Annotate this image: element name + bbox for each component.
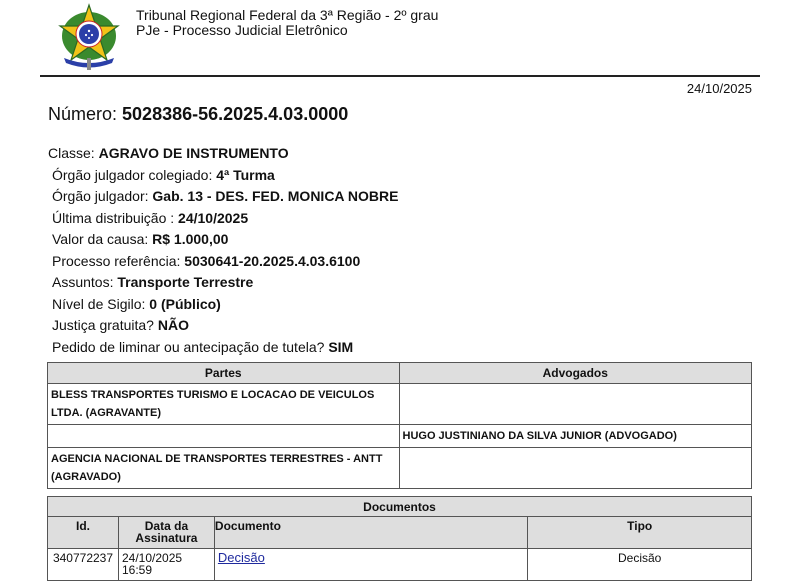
info-value: NÃO [157, 317, 189, 333]
info-label: Assuntos: [52, 274, 118, 290]
info-label: Justiça gratuita? [52, 317, 158, 333]
process-info [48, 143, 398, 358]
info-value: Transporte Terrestre [117, 274, 254, 290]
table-row [48, 384, 752, 425]
advogado-cell: HUGO JUSTINIANO DA SILVA JUNIOR (ADVOGADO) [399, 425, 752, 448]
doc-id-cell: 340772237 [48, 549, 119, 581]
table-row [48, 448, 752, 489]
doc-data-cell: 24/10/2025 16:59 [118, 549, 214, 581]
column-header-id: Id. [48, 517, 119, 549]
info-orgao-colegiado [48, 165, 398, 187]
info-label: Pedido de liminar ou antecipação de tutela? [52, 338, 329, 355]
process-number [48, 104, 348, 125]
info-assuntos [48, 272, 398, 294]
info-value: SIM [328, 338, 354, 355]
info-value: 24/10/2025 [178, 209, 249, 226]
info-value: 0 (Público) [149, 295, 221, 312]
documentos-table [47, 496, 752, 581]
print-date: 24/10/2025 [686, 81, 752, 96]
parte-cell: AGENCIA NACIONAL DE TRANSPORTES TERRESTRES - ANTT (AGRAVADO) [48, 448, 400, 489]
info-value: AGRAVO DE INSTRUMENTO [98, 145, 289, 161]
info-label: Classe: [48, 145, 99, 161]
info-pedido-liminar [48, 337, 398, 359]
document-link[interactable]: Decisão [217, 550, 265, 565]
info-valor-causa [48, 229, 398, 251]
partes-table [47, 362, 752, 489]
info-orgao-julgador [48, 186, 398, 208]
process-number-label: Número: [48, 104, 123, 124]
info-label: Valor da causa: [52, 231, 153, 247]
documentos-caption: Documentos [48, 497, 752, 517]
column-header-documento: Documento [214, 517, 527, 549]
table-row [48, 549, 752, 581]
info-label: Última distribuição : [52, 209, 179, 226]
info-nivel-sigilo [48, 294, 398, 316]
info-justica-gratuita [48, 315, 398, 337]
info-value: R$ 1.000,00 [152, 231, 229, 247]
court-name: Tribunal Regional Federal da 3ª Região - 2º grau [136, 7, 439, 23]
info-value: 4ª Turma [216, 166, 275, 183]
column-header-tipo: Tipo [528, 517, 752, 549]
info-label: Nível de Sigilo: [52, 295, 150, 312]
info-ultima-distribuicao [48, 208, 398, 230]
info-label: Processo referência: [52, 252, 185, 269]
parte-cell: BLESS TRANSPORTES TURISMO E LOCACAO DE VEICULOS LTDA. (AGRAVANTE) [48, 384, 400, 425]
column-header-partes: Partes [48, 363, 400, 384]
info-label: Órgão julgador: [52, 188, 153, 204]
info-processo-referencia [48, 251, 398, 273]
process-number-value: 5028386-56.2025.4.03.0000 [122, 104, 349, 124]
brazil-coat-of-arms-icon [56, 2, 122, 72]
advogado-cell [399, 384, 752, 425]
info-value: Gab. 13 - DES. FED. MONICA NOBRE [152, 188, 399, 204]
page-header [0, 0, 800, 78]
doc-documento-cell [214, 549, 527, 581]
advogado-cell [399, 448, 752, 489]
info-value: 5030641-20.2025.4.03.6100 [184, 252, 361, 269]
table-row [48, 425, 752, 448]
info-label: Órgão julgador colegiado: [52, 166, 217, 183]
header-divider [40, 75, 760, 77]
column-header-data-assinatura: Data da Assinatura [118, 517, 214, 549]
column-header-advogados: Advogados [399, 363, 752, 384]
doc-tipo-cell: Decisão [528, 549, 752, 581]
info-classe [48, 143, 398, 165]
system-name: PJe - Processo Judicial Eletrônico [136, 22, 348, 38]
parte-cell [48, 425, 400, 448]
